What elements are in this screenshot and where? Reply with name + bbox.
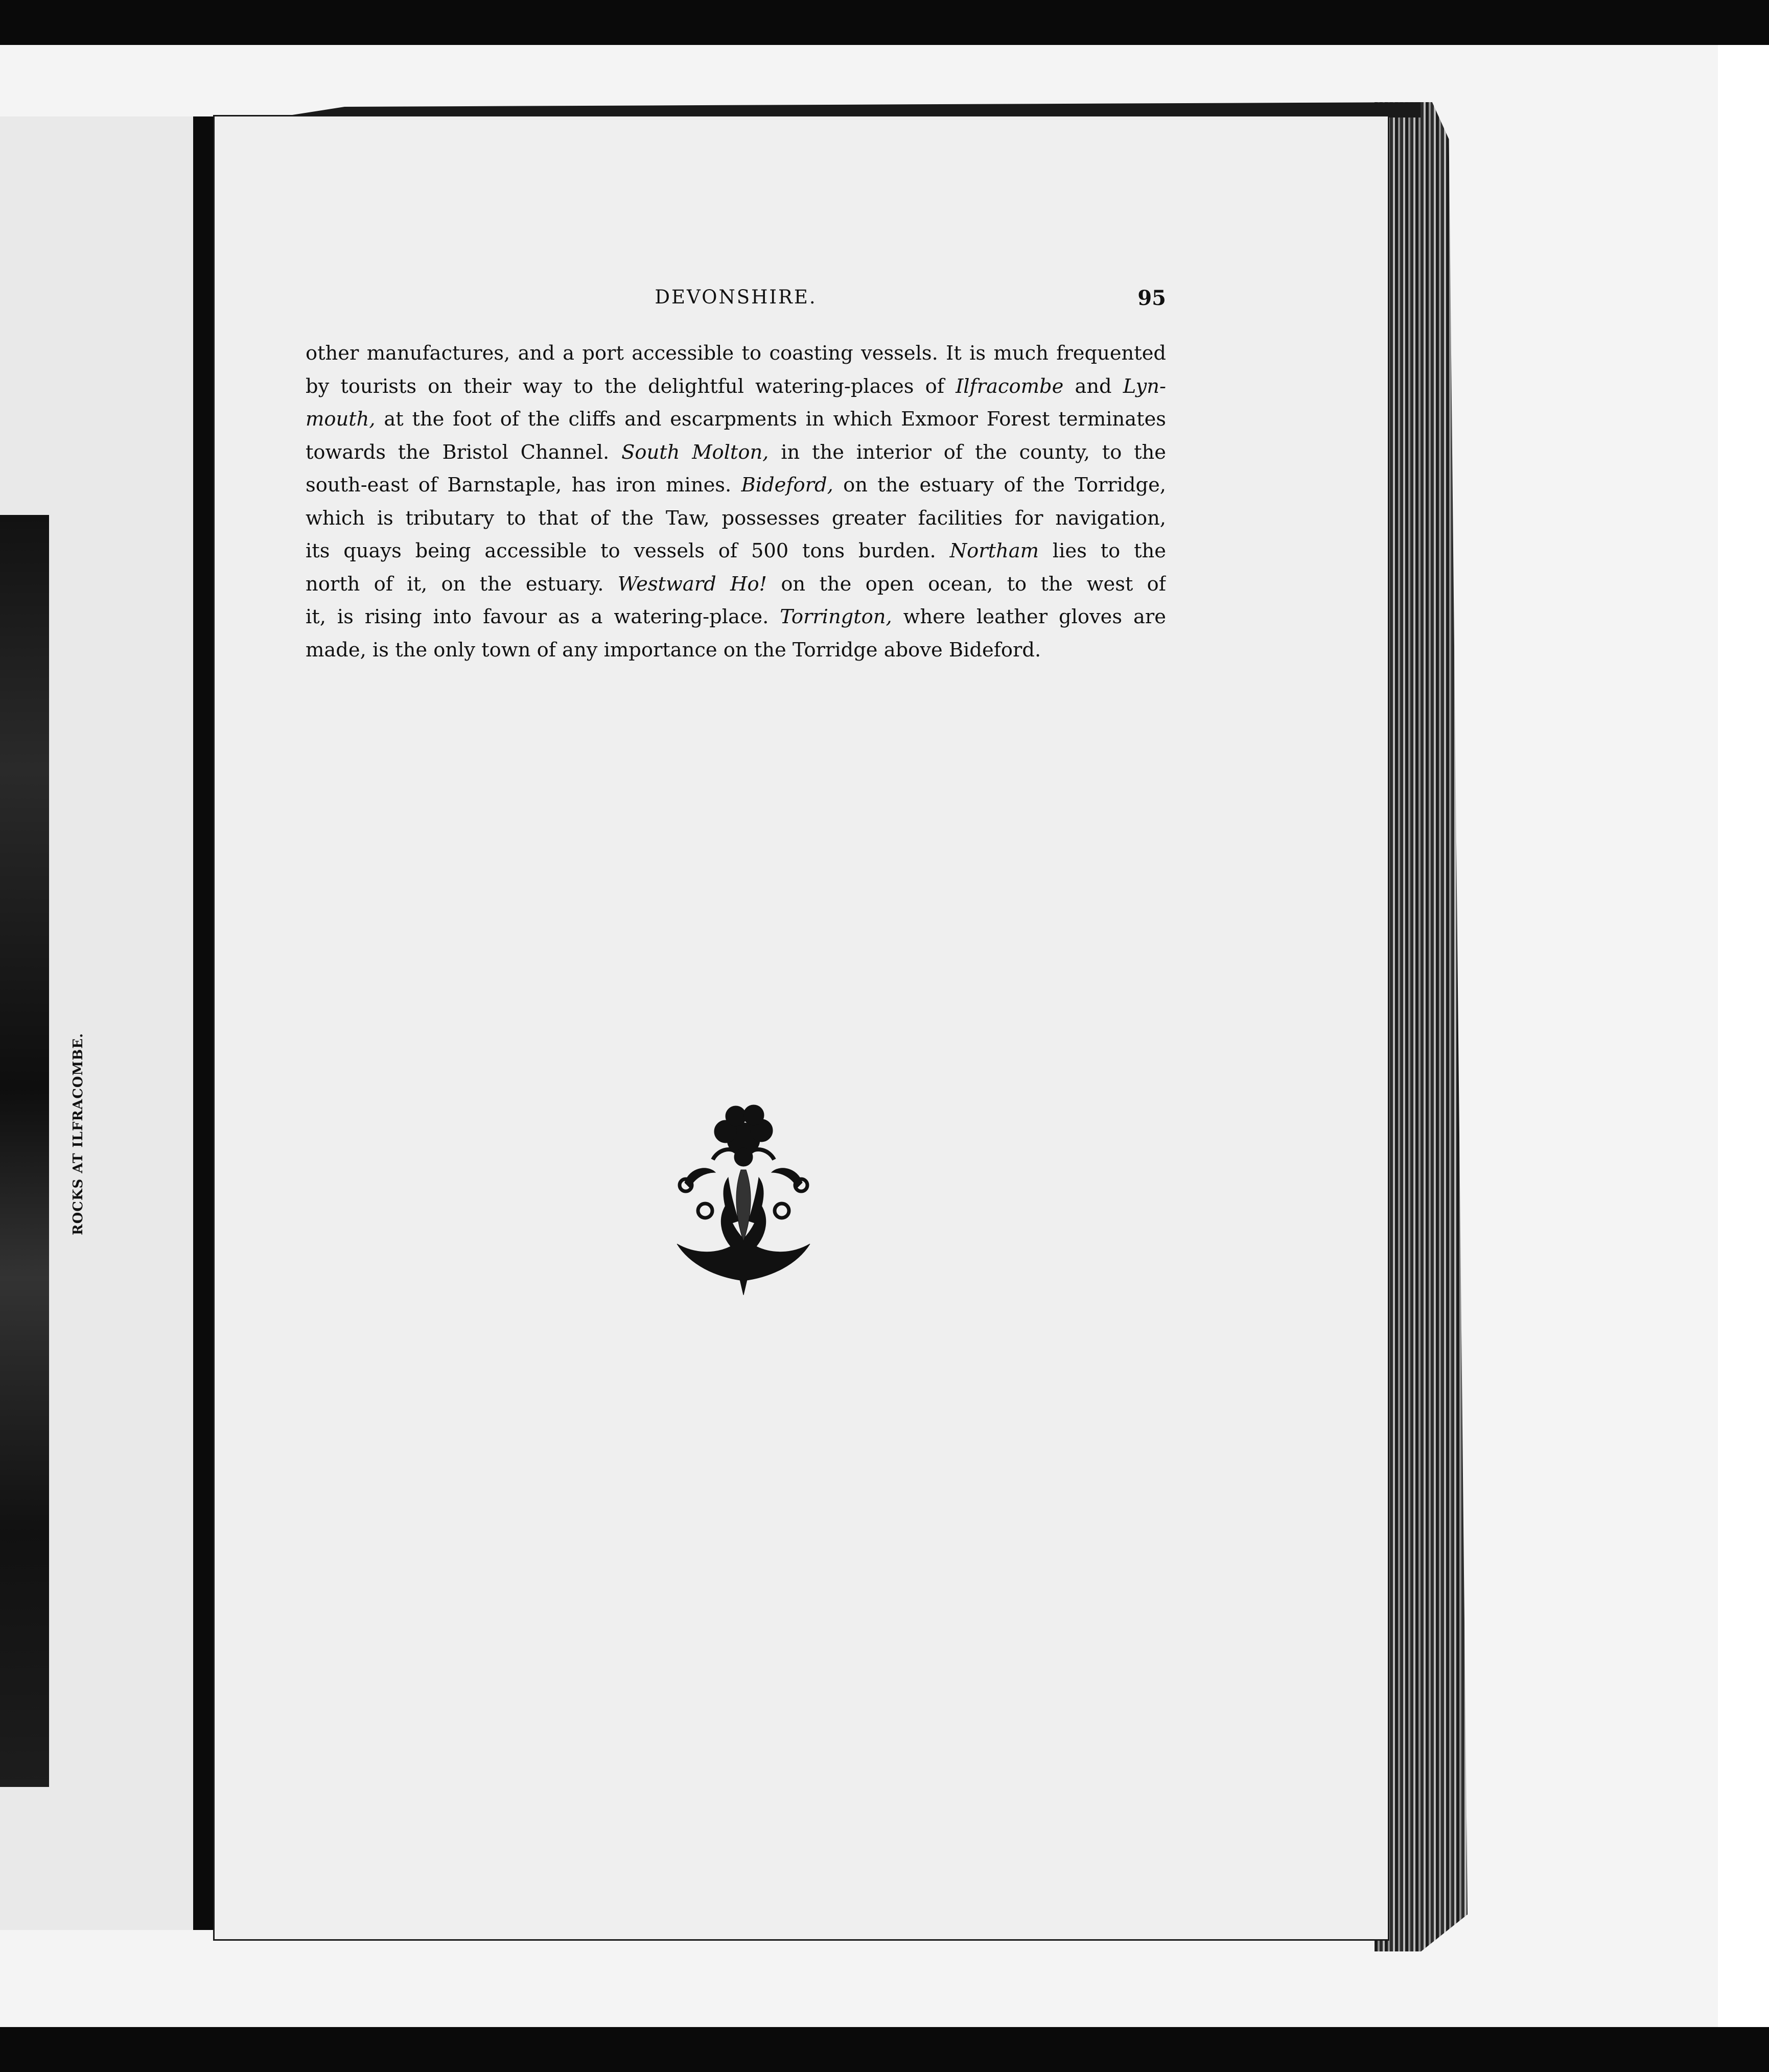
text-run: lies to the: [1039, 539, 1166, 562]
text-run: at the foot of the cliffs and escarpments in which Exmoor Forest terminates: [375, 408, 1166, 431]
text-run: it, is rising into favour as a watering-place.: [306, 605, 780, 628]
italic-place-name: Northam: [949, 539, 1039, 562]
text-line: [306, 502, 1166, 535]
text-run: towards the Bristol Channel.: [306, 440, 622, 464]
text-run: and: [1063, 374, 1123, 398]
text-line: [306, 436, 1166, 469]
facing-plate-page: [0, 116, 197, 1930]
italic-place-name: mouth,: [306, 408, 376, 431]
plate-illustration: [0, 515, 49, 1787]
text-line: [306, 403, 1166, 436]
text-line: [306, 634, 1166, 667]
italic-place-name: Bideford,: [741, 474, 833, 497]
running-head: [306, 286, 1166, 312]
text-run: on the estuary of the Torridge,: [833, 474, 1166, 497]
text-run: where leather gloves are: [892, 605, 1166, 628]
text-run: in the interior of the county, to the: [769, 440, 1166, 464]
italic-place-name: Ilfracombe: [956, 374, 1064, 398]
text-run: on the open ocean, to the west of: [767, 572, 1166, 596]
text-run: by tourists on their way to the delightful watering-places of: [306, 374, 956, 398]
text-line: [306, 469, 1166, 502]
text-run: north of it, on the estuary.: [306, 572, 618, 596]
scan-margin: [1718, 45, 1769, 2027]
text-line: [306, 568, 1166, 601]
text-run: south-east of Barnstaple, has iron mines.: [306, 474, 741, 497]
text-run: which is tributary to that of the Taw, possesses greater facilities for navigation,: [306, 506, 1166, 530]
italic-place-name: South Molton,: [621, 440, 769, 464]
running-head-title: DEVONSHIRE.: [655, 286, 817, 308]
book-gutter: [193, 116, 215, 1930]
page-number: 95: [1137, 286, 1166, 310]
body-paragraph: [306, 337, 1166, 667]
text-line: [306, 535, 1166, 568]
text-run: its quays being accessible to vessels of 500 tons burden.: [306, 539, 950, 562]
italic-place-name: Torrington,: [780, 605, 892, 628]
plate-caption: ROCKS AT ILFRACOMBE.: [71, 1032, 86, 1235]
text-line: [306, 337, 1166, 370]
text-line: [306, 601, 1166, 634]
text-run: other manufactures, and a port accessible to coasting vessels. It is much frequented: [306, 342, 1166, 365]
text-run: made, is the only town of any importance on the Torridge above Bideford.: [306, 638, 1041, 662]
text-line: [306, 370, 1166, 404]
floral-vignette-icon: [674, 1101, 812, 1298]
italic-place-name: Westward Ho!: [617, 572, 767, 596]
italic-place-name: Lyn-: [1123, 374, 1166, 398]
